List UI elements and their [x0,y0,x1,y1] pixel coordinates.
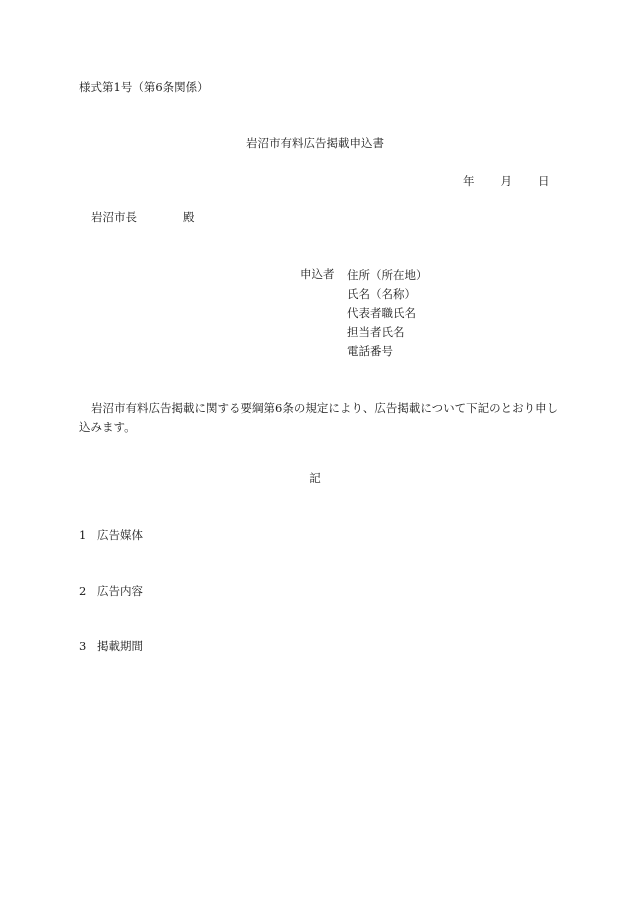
field-name: 氏名（名称） [347,287,416,301]
item-label: 掲載期間 [97,639,143,653]
addressee [91,212,195,224]
field-address: 住所（所在地） [347,268,428,282]
item-ad-medium [79,530,143,542]
item-ad-content [79,586,143,598]
date-day: 日 [538,174,550,188]
field-phone: 電話番号 [347,344,393,358]
body-text: 岩沼市有料広告掲載に関する要綱第6条の規定により、広告掲載について下記のとおり申し込みます。 [79,401,559,434]
applicant-label: 申込者 [300,267,335,281]
item-ad-period [79,641,143,653]
item-number: 1 [79,528,87,542]
date-line [463,176,550,188]
item-number: 3 [79,639,87,653]
field-contact-person: 担当者氏名 [347,325,405,339]
date-month: 月 [500,174,512,188]
item-label: 広告媒体 [97,528,143,542]
item-label: 広告内容 [97,584,143,598]
document-title: 岩沼市有料広告掲載申込書 [246,136,384,150]
addressee-name: 岩沼市長 [91,210,137,224]
ki-heading: 記 [309,471,321,485]
form-number: 様式第1号（第6条関係） [79,80,209,94]
item-number: 2 [79,584,87,598]
applicant-fields [347,269,428,364]
date-year: 年 [463,174,475,188]
field-representative: 代表者職氏名 [347,306,416,320]
addressee-honorific: 殿 [183,210,195,224]
